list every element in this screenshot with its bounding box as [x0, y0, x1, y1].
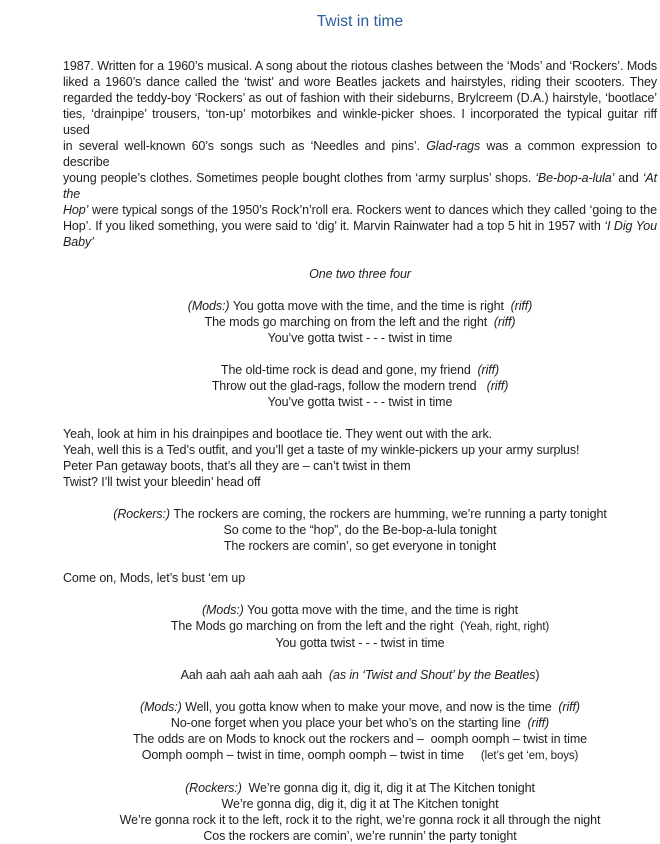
lyric-line [63, 506, 657, 522]
text-segment: Throw out the glad-rags, follow the modern trend [211, 379, 487, 393]
intro-line [63, 138, 657, 170]
intro-line [63, 106, 657, 138]
text-segment: 1987. Written for a 1960’s musical. A song about the riotous clashes between the ‘Mods’ and ‘Rockers’. Mods [63, 59, 657, 73]
text-segment: young people’s clothes. Sometimes people bought clothes from ‘army surplus’ shops. [63, 171, 536, 185]
intro-paragraph [63, 58, 657, 250]
text-segment: Cos the rockers are comin’, we’re runnin’ the party tonight [203, 829, 517, 843]
intro-line [63, 74, 657, 90]
text-segment: Yeah, look at him in his drainpipes and bootlace tie. They went out with the ark. [63, 427, 492, 441]
lyric-line [63, 747, 657, 764]
intro-line [63, 218, 657, 234]
text-segment: You gotta move with the time, and the time is right [247, 603, 519, 617]
text-segment: So come to the “hop”, do the Be-bop-a-lula tonight [223, 523, 497, 537]
text-segment: The odds are on Mods to knock out the rockers and – oomph oomph – twist in time [132, 732, 588, 746]
stanza [63, 667, 657, 683]
lyric-line [63, 731, 657, 747]
intro-line [63, 202, 657, 218]
text-segment: (as in ‘Twist and Shout’ by the Beatles [328, 668, 536, 682]
text-segment: You gotta move with the time, and the time is right [232, 299, 511, 313]
lyric-line [63, 635, 657, 651]
text-segment: Twist? I’ll twist your bleedin’ head off [63, 475, 261, 489]
stanza [63, 426, 657, 490]
text-segment: The mods go marching on from the left and the right [204, 315, 494, 329]
text-segment: The rockers are comin’, so get everyone in tonight [223, 539, 497, 553]
text-segment: (let’s get ‘em, boys) [480, 750, 579, 762]
stanza [63, 780, 657, 844]
text-segment: was a common expression to describe [63, 139, 657, 169]
intro-line [63, 170, 657, 202]
text-segment: in several well-known 60’s songs such as ‘Needles and pins’. [63, 139, 427, 153]
text-segment: We’re gonna dig, dig it, dig it at The Kitchen tonight [221, 797, 499, 811]
text-segment: You’ve gotta twist - - - twist in time [267, 395, 453, 409]
text-segment: You gotta twist - - - twist in time [275, 636, 445, 650]
lyric-line [63, 538, 657, 554]
lyric-line [63, 667, 657, 683]
stanza [63, 570, 657, 586]
text-segment: liked a 1960’s dance called the ‘twist’ and wore Beatles jackets and hairstyles, riding their scooters. They [63, 75, 657, 89]
text-segment: (riff) [477, 363, 500, 377]
text-segment: We’re gonna dig it, dig it, dig it at The Kitchen tonight [248, 781, 535, 795]
lyric-line [63, 796, 657, 812]
lyric-line [63, 442, 657, 458]
text-segment: Come on, Mods, let’s bust ‘em up [63, 571, 246, 585]
lyric-line [63, 699, 657, 715]
lyric-line [63, 828, 657, 844]
intro-line [63, 234, 657, 250]
document-content [63, 12, 657, 844]
text-segment: Hop’. If you liked something, you were said to ‘dig’ it. Marvin Rainwater had a top 5 hit in 1957 with [63, 219, 605, 233]
text-segment: Oomph oomph – twist in time, oomph oomph – twist in time [141, 748, 481, 762]
text-segment: were typical songs of the 1950’s Rock’n’roll era. Rockers went to dances which they called ‘going to the [88, 203, 657, 217]
text-segment: ‘Be-bop-a-lula’ [535, 171, 615, 185]
text-segment: Baby’ [63, 235, 94, 249]
text-segment: (Yeah, right, right) [460, 621, 550, 633]
lyric-line [63, 780, 657, 796]
lyric-line [63, 618, 657, 635]
text-segment: Glad-rags [426, 139, 481, 153]
text-segment: regarded the teddy-boy ‘Rockers’ as out of fashion with their sideburns, Brylcreem (D.A.) hairstyle, ‘bootlace’ [63, 91, 657, 105]
text-segment: (riff) [510, 299, 533, 313]
stanza [63, 699, 657, 764]
lyric-line [63, 378, 657, 394]
lyric-line [63, 812, 657, 828]
text-segment: Well, you gotta know when to make your move, and now is the time [185, 700, 559, 714]
lyric-line [63, 330, 657, 346]
text-segment: The old-time rock is dead and gone, my friend [220, 363, 478, 377]
text-segment: Peter Pan getaway boots, that’s all they are – can’t twist in them [63, 459, 411, 473]
lyric-line [63, 362, 657, 378]
stanza [63, 362, 657, 410]
lyric-line [63, 458, 657, 474]
text-segment: Hop’ [63, 203, 89, 217]
lyrics-body [63, 266, 657, 844]
text-segment: You’ve gotta twist - - - twist in time [267, 331, 453, 345]
lyric-line [63, 298, 657, 314]
text-segment: and [614, 171, 643, 185]
stanza [63, 266, 657, 282]
text-segment: ) [535, 668, 540, 682]
text-segment: ‘I Dig You [604, 219, 658, 233]
text-segment: (Rockers:) [113, 507, 174, 521]
text-segment: The rockers are coming, the rockers are humming, we’re running a party tonight [173, 507, 607, 521]
text-segment: (Rockers:) [185, 781, 249, 795]
stanza [63, 298, 657, 346]
lyric-line [63, 522, 657, 538]
lyric-line [63, 266, 657, 282]
text-segment: The Mods go marching on from the left and the right [170, 619, 461, 633]
text-segment: One two three four [309, 267, 411, 281]
stanza [63, 506, 657, 554]
text-segment: We’re gonna rock it to the left, rock it to the right, we’re gonna rock it all through the night [119, 813, 601, 827]
stanza [63, 602, 657, 651]
text-segment: No-one forget when you place your bet who’s on the starting line [170, 716, 528, 730]
text-segment: ‘At the [63, 171, 657, 201]
text-segment: (riff) [486, 379, 509, 393]
text-segment: Aah aah aah aah aah aah [180, 668, 329, 682]
text-segment: (riff) [527, 716, 550, 730]
lyric-line [63, 314, 657, 330]
lyric-line [63, 602, 657, 618]
text-segment: ties, ‘drainpipe’ trousers, ‘ton-up’ motorbikes and winkle-picker shoes. I incorporated the typical guitar riff used [63, 107, 657, 137]
text-segment: (Mods:) [140, 700, 186, 714]
lyric-line [63, 715, 657, 731]
lyric-line [63, 570, 657, 586]
document-title: Twist in time [316, 13, 404, 30]
intro-line [63, 90, 657, 106]
text-segment: (Mods:) [187, 299, 233, 313]
text-segment: (Mods:) [201, 603, 248, 617]
intro-line [63, 58, 657, 74]
text-segment: (riff) [493, 315, 516, 329]
text-segment: (riff) [558, 700, 580, 714]
lyric-line [63, 426, 657, 442]
lyric-line [63, 474, 657, 490]
text-segment: Yeah, well this is a Ted’s outfit, and you’ll get a taste of my winkle-pickers up your army surplus! [63, 443, 580, 457]
lyric-line [63, 394, 657, 410]
